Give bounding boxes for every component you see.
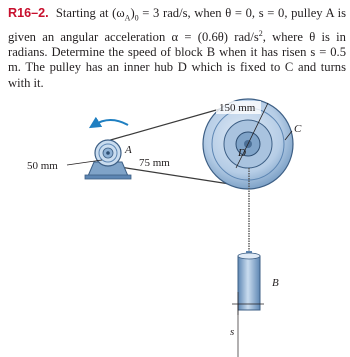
label-50mm: 50 mm: [27, 160, 58, 172]
problem-text-3: = 3 rad/s, when θ = 0, s = 0, pulley A is given an angular acceleration α = (0.6θ) rad/s: [8, 6, 346, 44]
label-a: A: [125, 144, 132, 156]
rotation-arrow: [94, 120, 128, 125]
problem-text-1: Starting at (ω: [55, 6, 125, 20]
label-b: B: [272, 277, 279, 289]
problem-id: R16–2.: [8, 6, 49, 20]
subscript-0: 0: [134, 13, 139, 23]
subscript-a: A: [124, 13, 131, 23]
label-s: s: [230, 326, 235, 338]
problem-text-4: , where θ is in radians. Determine the speed of block B when it has risen s = 0.5 m. The pulley has an inner hub D which is fixed to C and turns with it.: [8, 29, 346, 90]
label-75mm: 75 mm: [139, 157, 170, 169]
pulley-a: [95, 140, 121, 166]
superscript-2: 2: [258, 28, 263, 38]
label-d: D: [238, 147, 246, 159]
label-c: C: [294, 123, 302, 135]
block-b: [238, 251, 260, 310]
label-150mm: 150 mm: [219, 102, 256, 114]
problem-text-2: ): [130, 6, 135, 20]
